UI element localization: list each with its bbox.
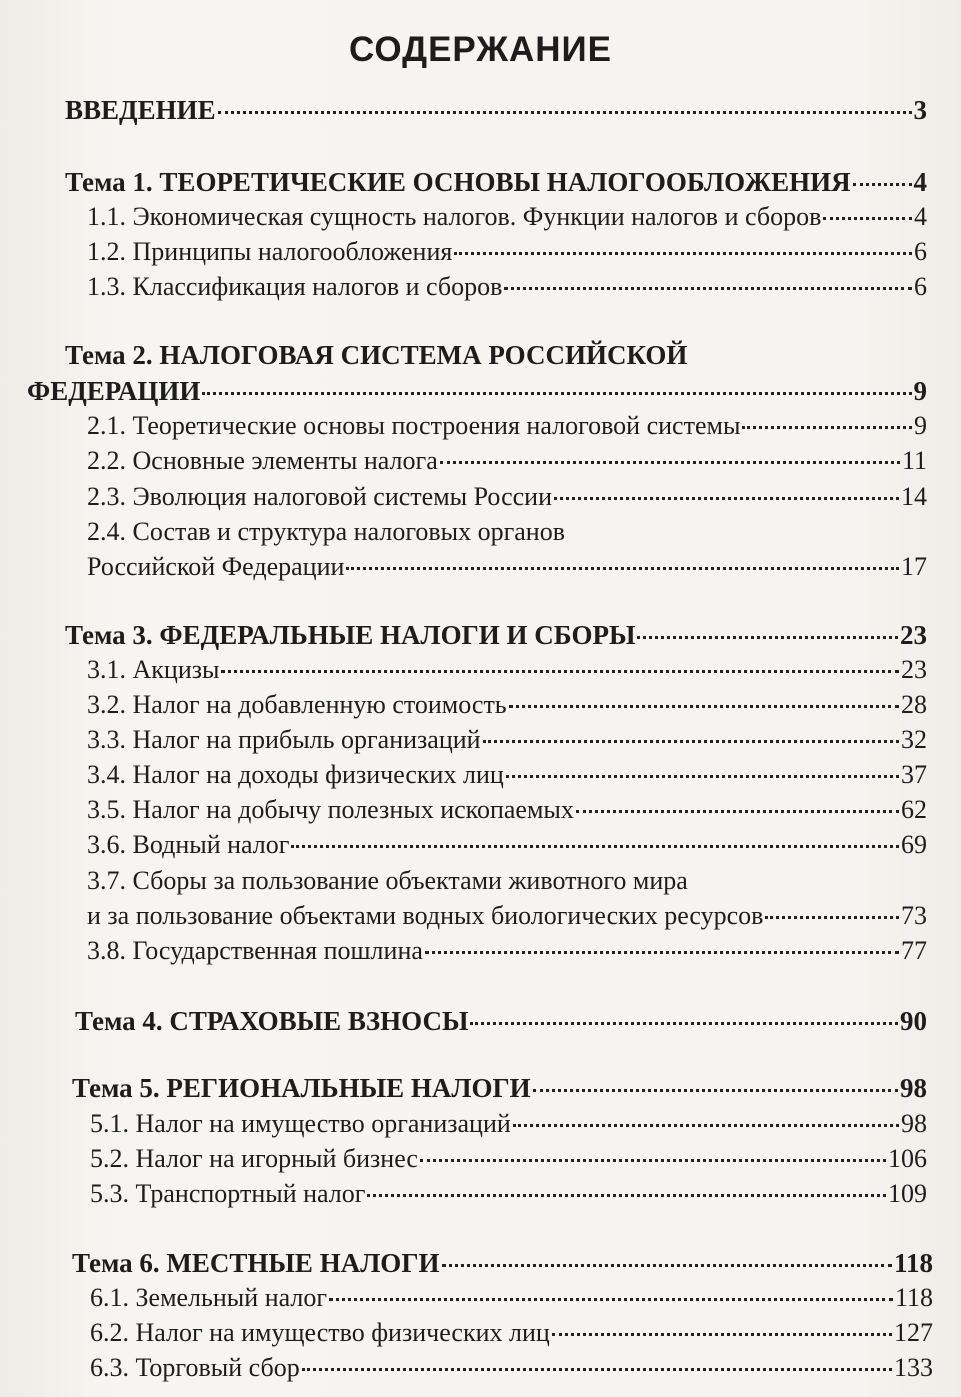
toc-page-number: 73 xyxy=(901,901,927,930)
toc-entry-1-3[interactable] xyxy=(87,271,927,303)
dot-leader xyxy=(765,916,899,919)
toc-entry-3-8[interactable] xyxy=(87,935,927,967)
toc-entry-3-1[interactable] xyxy=(87,654,927,686)
toc-page-number: 127 xyxy=(894,1318,933,1347)
toc-page-number: 17 xyxy=(901,552,927,581)
toc-entry-3-3[interactable] xyxy=(87,724,927,756)
dot-leader xyxy=(420,1159,886,1162)
toc-entry-label: Российской Федерации xyxy=(87,552,345,581)
toc-entry-1-1[interactable] xyxy=(87,201,927,233)
toc-page-number: 118 xyxy=(894,1283,933,1312)
dot-leader xyxy=(533,1089,898,1092)
dot-leader xyxy=(302,1368,892,1371)
toc-entry-label: 6.3. Торговый сбор xyxy=(90,1353,300,1382)
toc-page-number: 9 xyxy=(913,376,927,406)
dot-leader xyxy=(823,217,912,220)
toc-entry-label: 1.3. Классификация налогов и сборов xyxy=(87,272,503,301)
toc-entry-6-2[interactable] xyxy=(90,1317,933,1349)
toc-entry-3-2[interactable] xyxy=(87,689,927,721)
toc-entry-label: 2.1. Теоретические основы построения налоговой системы xyxy=(87,411,741,440)
toc-entry-3-4[interactable] xyxy=(87,759,927,791)
toc-entry-label: Тема 1. ТЕОРЕТИЧЕСКИЕ ОСНОВЫ НАЛОГООБЛОЖЕНИЯ xyxy=(65,167,851,197)
toc-entry-label: 1.2. Принципы налогообложения xyxy=(87,237,453,266)
dot-leader xyxy=(576,810,899,813)
toc-page-number: 23 xyxy=(901,655,927,684)
dot-leader xyxy=(442,1264,892,1267)
toc-entry-label: 3.3. Налог на прибыль организаций xyxy=(87,725,481,754)
dot-leader xyxy=(742,426,912,429)
dot-leader xyxy=(853,183,912,186)
toc-entry-label: Тема 4. СТРАХОВЫЕ ВЗНОСЫ xyxy=(75,1006,469,1036)
dot-leader xyxy=(440,461,900,464)
toc-entry-5-1[interactable] xyxy=(90,1108,927,1140)
toc-entry-3-7[interactable] xyxy=(87,900,927,932)
toc-page-number: 37 xyxy=(901,760,927,789)
toc-entry-3-6[interactable] xyxy=(87,829,927,861)
toc-page-number: 69 xyxy=(901,830,927,859)
toc-entry-label: 2.2. Основные элементы налога xyxy=(87,446,438,475)
toc-page-number: 90 xyxy=(900,1006,927,1036)
dot-leader xyxy=(552,1333,892,1336)
toc-entry-label: 5.2. Налог на игорный бизнес xyxy=(90,1144,418,1173)
dot-leader xyxy=(454,252,912,255)
toc-entry-label: 3.8. Государственная пошлина xyxy=(87,936,423,965)
toc-page-number: 3 xyxy=(913,95,927,125)
toc-page-number: 133 xyxy=(894,1353,933,1382)
page-title: СОДЕРЖАНИЕ xyxy=(348,30,612,69)
toc-entry-topic4[interactable] xyxy=(75,1005,927,1037)
toc-page-number: 9 xyxy=(914,411,927,440)
toc-page-number: 23 xyxy=(900,620,927,650)
dot-leader xyxy=(367,1194,886,1197)
toc-page-number: 4 xyxy=(914,202,927,231)
toc-page-number: 77 xyxy=(901,936,927,965)
toc-entry-label: 3.5. Налог на добычу полезных ископаемых xyxy=(87,795,574,824)
toc-page-number: 98 xyxy=(900,1073,927,1103)
toc-entry-label: Тема 5. РЕГИОНАЛЬНЫЕ НАЛОГИ xyxy=(72,1073,531,1103)
toc-entry-2-2[interactable] xyxy=(87,445,927,477)
toc-page-number: 28 xyxy=(901,690,927,719)
dot-leader xyxy=(470,1022,898,1025)
toc-page-number: 32 xyxy=(901,725,927,754)
toc-page-number: 118 xyxy=(893,1248,933,1278)
toc-entry-6-1[interactable] xyxy=(90,1282,933,1314)
dot-leader xyxy=(483,740,899,743)
dot-leader xyxy=(425,951,899,954)
toc-entry-label: 3.1. Акцизы xyxy=(87,655,220,684)
dot-leader xyxy=(221,670,899,673)
toc-entry-6-3[interactable] xyxy=(90,1352,933,1384)
toc-entry-topic5[interactable] xyxy=(72,1072,927,1104)
toc-page-number: 6 xyxy=(914,272,927,301)
toc-entry-label: 3.4. Налог на доходы физических лиц xyxy=(87,760,504,789)
dot-leader xyxy=(202,392,911,395)
toc-page-number: 109 xyxy=(888,1179,927,1208)
toc-page-number: 6 xyxy=(914,237,927,266)
toc-page-number: 14 xyxy=(901,482,927,511)
toc-entry-label: 5.3. Транспортный налог xyxy=(90,1179,366,1208)
toc-entry-5-2[interactable] xyxy=(90,1143,927,1175)
dot-leader xyxy=(346,567,899,570)
toc-entry-topic2[interactable] xyxy=(27,375,927,407)
toc-entry-2-4-line1[interactable]: 2.4. Состав и структура налоговых органов xyxy=(87,517,565,546)
toc-page-number: 4 xyxy=(913,167,927,197)
dot-leader xyxy=(513,1124,899,1127)
toc-entry-2-1[interactable] xyxy=(87,410,927,442)
dot-leader xyxy=(509,705,899,708)
toc-entry-label: 3.6. Водный налог xyxy=(87,830,290,859)
toc-entry-1-2[interactable] xyxy=(87,236,927,268)
toc-entry-5-3[interactable] xyxy=(90,1178,927,1210)
toc-page-number: 98 xyxy=(901,1109,927,1138)
toc-entry-label: ФЕДЕРАЦИИ xyxy=(27,376,201,406)
dot-leader xyxy=(291,845,899,848)
toc-entry-intro[interactable] xyxy=(65,94,927,126)
toc-entry-label: 2.3. Эволюция налоговой системы России xyxy=(87,482,552,511)
dot-leader xyxy=(554,497,899,500)
toc-entry-label: Тема 6. МЕСТНЫЕ НАЛОГИ xyxy=(72,1248,440,1278)
toc-entry-label: 1.1. Экономическая сущность налогов. Функции налогов и сборов xyxy=(87,202,822,231)
dot-leader xyxy=(329,1298,893,1301)
dot-leader xyxy=(504,287,912,290)
dot-leader xyxy=(637,636,898,639)
toc-page-number: 106 xyxy=(888,1144,927,1173)
toc-entry-topic3[interactable] xyxy=(65,619,927,651)
dot-leader xyxy=(218,111,912,114)
toc-entry-3-5[interactable] xyxy=(87,794,927,826)
toc-entry-3-7-line1[interactable]: 3.7. Сборы за пользование объектами животного мира xyxy=(87,866,688,895)
toc-entry-label: 5.1. Налог на имущество организаций xyxy=(90,1109,511,1138)
toc-entry-topic6[interactable] xyxy=(72,1247,933,1279)
toc-entry-2-4[interactable] xyxy=(87,551,927,583)
dot-leader xyxy=(506,775,899,778)
toc-entry-label: 3.2. Налог на добавленную стоимость xyxy=(87,690,507,719)
toc-entry-label: и за пользование объектами водных биологических ресурсов xyxy=(87,901,764,930)
toc-entry-label: Тема 3. ФЕДЕРАЛЬНЫЕ НАЛОГИ И СБОРЫ xyxy=(65,620,636,650)
toc-entry-label: 6.1. Земельный налог xyxy=(90,1283,328,1312)
toc-entry-label: 6.2. Налог на имущество физических лиц xyxy=(90,1318,550,1347)
toc-entry-topic2-line1[interactable]: Тема 2. НАЛОГОВАЯ СИСТЕМА РОССИЙСКОЙ xyxy=(65,340,688,370)
toc-page-number: 62 xyxy=(901,795,927,824)
toc-page-number: 11 xyxy=(901,446,927,475)
toc-entry-label: ВВЕДЕНИЕ xyxy=(65,95,216,125)
toc-entry-topic1[interactable] xyxy=(65,166,927,198)
toc-entry-2-3[interactable] xyxy=(87,481,927,513)
